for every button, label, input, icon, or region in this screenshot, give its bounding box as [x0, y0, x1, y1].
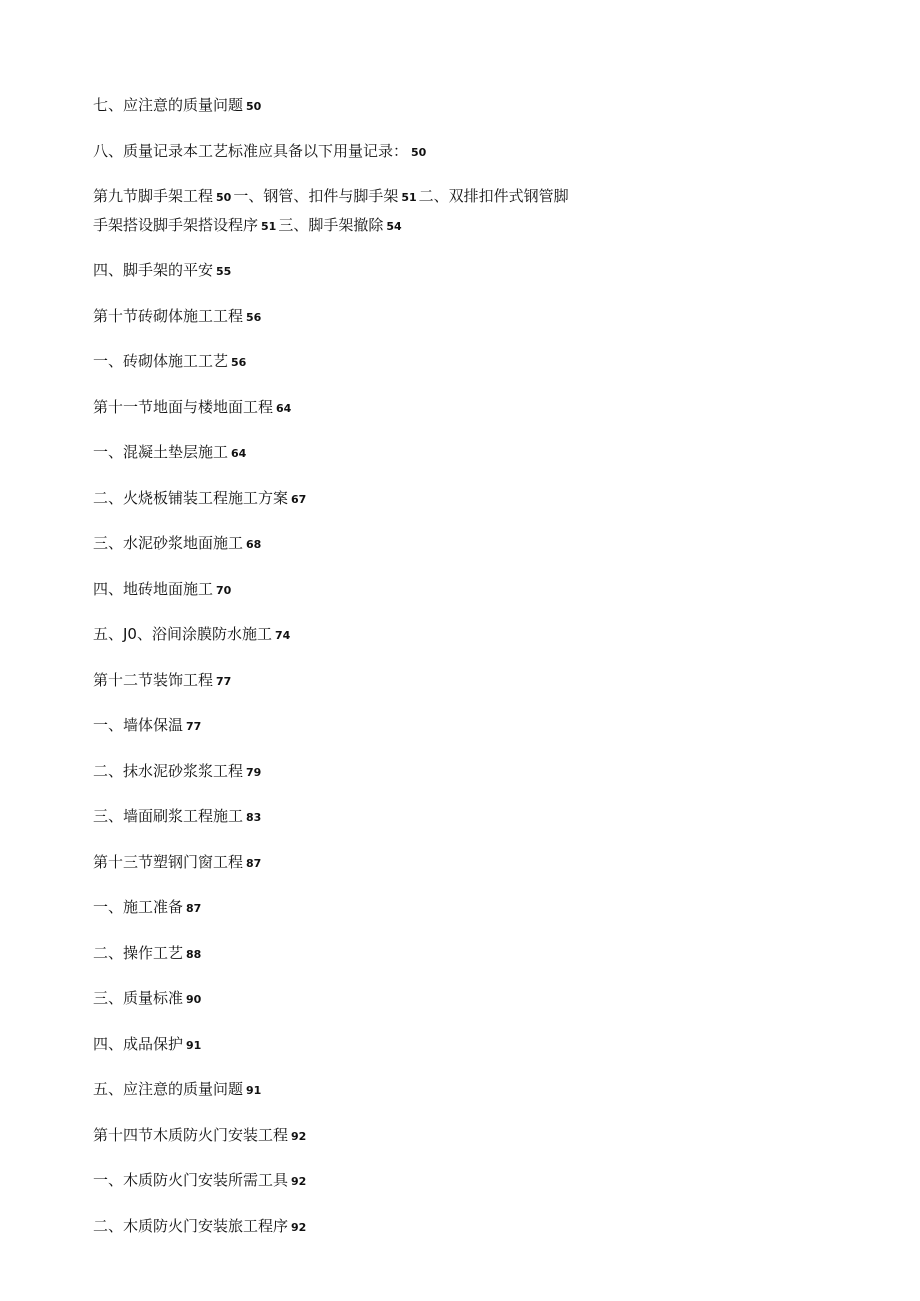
- toc-entry-title: 一、混凝土垫层施工: [93, 443, 229, 461]
- toc-entry-title: 一、砖砌体施工工艺: [93, 352, 229, 370]
- toc-entry-page: 91: [246, 1084, 262, 1097]
- toc-entry-title: 三、脚手架撤除: [278, 215, 384, 234]
- toc-entry-title: 三、水泥砂浆地面施工: [93, 534, 244, 552]
- toc-entry: [93, 92, 653, 121]
- toc-entry-title: 三、质量标准: [93, 989, 184, 1007]
- toc-entry-page: 64: [231, 447, 247, 460]
- toc-entry-page: 54: [386, 219, 402, 233]
- toc-entry-title: 五、应注意的质量问题: [93, 1080, 244, 1098]
- toc-entry: [93, 621, 653, 650]
- toc-entry-title: 第十三节塑钢门窗工程: [93, 852, 244, 871]
- toc-entry-title: 二、操作工艺: [93, 943, 184, 962]
- toc-entry: [93, 183, 583, 240]
- toc-entry: [93, 894, 653, 923]
- toc-entry-page: 70: [216, 583, 232, 597]
- toc-entry-page: 77: [216, 674, 232, 688]
- toc-entry: [93, 758, 653, 787]
- toc-entry: [93, 257, 653, 286]
- toc-entry: [93, 940, 653, 969]
- toc-entry-page: 74: [274, 629, 291, 642]
- toc-entry: [93, 667, 653, 696]
- toc-entry-title: 四、成品保护: [93, 1034, 184, 1053]
- toc-entry: [93, 348, 653, 377]
- toc-entry: [93, 138, 653, 167]
- toc-entry-title: 第九节脚手架工程: [93, 187, 214, 205]
- toc-entry-page: 51: [261, 219, 277, 233]
- toc-entry: [93, 394, 653, 423]
- toc-entry-title: 五、J0、浴间涂膜防水施工: [93, 625, 272, 643]
- toc-entry: [93, 530, 653, 559]
- toc-entry-title: 八、质量记录本工艺标准应具备以下用量记录：: [93, 141, 409, 160]
- toc-entry-page: 92: [291, 1175, 307, 1188]
- toc-entry-title: 一、钢管、扣件与脚手架: [233, 187, 399, 205]
- toc-entry: [93, 1076, 653, 1105]
- toc-entry-page: 87: [246, 856, 262, 870]
- toc-entry-page: 83: [246, 811, 262, 824]
- toc-entry-title: 四、地砖地面施工: [93, 579, 214, 598]
- toc-entry-title: 第十一节地面与楼地面工程: [93, 397, 274, 416]
- toc-entry: [93, 803, 653, 832]
- toc-entry-title: 二、火烧板铺装工程施工方案: [93, 488, 289, 507]
- toc-entry: [93, 1167, 653, 1196]
- toc-entry-page: 90: [186, 993, 202, 1006]
- toc-entry-page: 64: [276, 401, 292, 415]
- toc-entry: [93, 985, 653, 1014]
- toc-entry-title: 七、应注意的质量问题: [93, 96, 244, 114]
- toc-entry-page: 87: [186, 902, 202, 915]
- toc-entry-title: 三、墙面刷浆工程施工: [93, 807, 244, 825]
- toc-entry: [93, 1031, 653, 1060]
- toc-entry: [93, 712, 653, 741]
- toc-entry: [93, 439, 653, 468]
- toc-entry-title: 第十四节木质防火门安装工程: [93, 1125, 289, 1144]
- toc-entry-title: 一、墙体保温: [93, 716, 184, 734]
- toc-entry: [93, 576, 653, 605]
- toc-entry-page: 56: [246, 310, 262, 324]
- toc-entry: [93, 849, 653, 878]
- toc-entry-page: 50: [216, 191, 232, 204]
- toc-entry-page: 77: [186, 720, 202, 733]
- toc-entry-title: 四、脚手架的平安: [93, 261, 214, 279]
- toc-entry-page: 79: [246, 765, 262, 779]
- toc-entry-title: 二、木质防火门安装旅工程序: [93, 1216, 289, 1235]
- toc-entry-title: 一、木质防火门安装所需工具: [93, 1171, 289, 1189]
- toc-entry-title: 一、施工准备: [93, 898, 184, 916]
- toc-entry: [93, 1213, 653, 1242]
- toc-entry-title: 二、双排扣件式钢管脚手架搭设脚手架搭设程序: [93, 187, 569, 234]
- toc-entry-title: 二、抹水泥砂浆浆工程: [93, 761, 244, 780]
- toc-entry-title: 第十二节装饰工程: [93, 670, 214, 689]
- toc-entry-page: 92: [291, 1220, 307, 1234]
- toc-entry: [93, 1122, 653, 1151]
- toc-entry-page: 68: [246, 538, 262, 551]
- toc-entry-page: 67: [291, 492, 307, 506]
- toc-entry-title: 第十节砖砌体施工工程: [93, 306, 244, 325]
- table-of-contents: [93, 92, 653, 1258]
- toc-entry: [93, 303, 653, 332]
- toc-entry-page: 88: [186, 947, 202, 961]
- toc-entry-page: 51: [401, 191, 417, 204]
- toc-entry: [93, 485, 653, 514]
- toc-entry-page: 50: [246, 100, 262, 113]
- toc-entry-page: 56: [231, 356, 247, 369]
- toc-entry-page: 50: [411, 145, 427, 159]
- toc-entry-page: 92: [291, 1129, 307, 1143]
- toc-entry-page: 91: [186, 1038, 202, 1052]
- toc-entry-page: 55: [216, 265, 232, 278]
